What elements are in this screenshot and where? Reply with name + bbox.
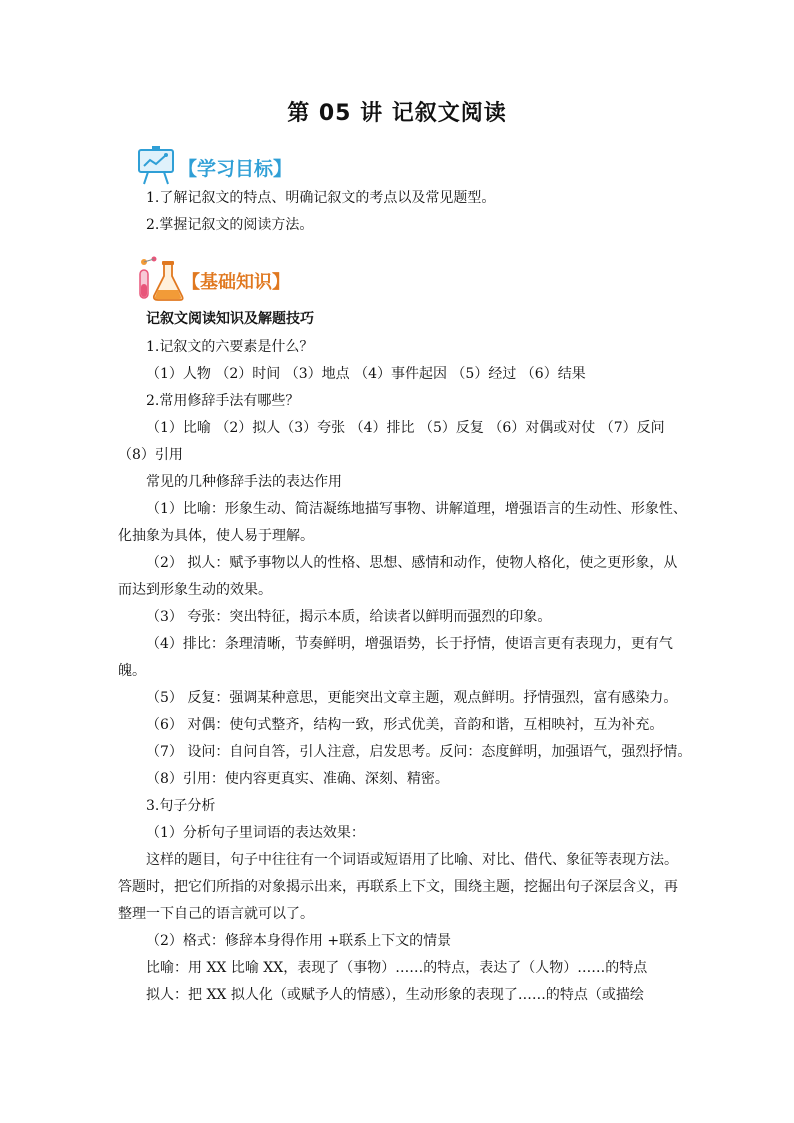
text-line: （6） 对偶：使句式整齐，结构一致，形式优美，音韵和谐，互相映衬，互为补充。 <box>146 717 664 733</box>
chemistry-flask-icon <box>136 256 184 302</box>
text-line: （4）排比：条理清晰，节奏鲜明，增强语势，长于抒情，使语言更有表现力，更有气 <box>146 636 673 652</box>
text-line: 这样的题目，句子中往往有一个词语或短语用了比喻、对比、借代、象征等表现方法。 <box>146 852 678 868</box>
text-line: 比喻：用 XX 比喻 XX，表现了（事物）……的特点，表达了（人物）……的特点 <box>146 960 648 976</box>
text-line: 3.句子分析 <box>146 798 216 814</box>
section-label-goals: 【学习目标】 <box>178 158 293 180</box>
text-line: 而达到形象生动的效果。 <box>118 582 272 598</box>
subsection-heading: 记叙文阅读知识及解题技巧 <box>146 311 314 327</box>
text-line: 拟人：把 XX 拟人化（或赋予人的情感），生动形象的表现了……的特点（或描绘 <box>146 987 644 1003</box>
goal-line-1: 1.了解记叙文的特点、明确记叙文的考点以及常见题型。 <box>146 190 496 206</box>
text-line: （1）比喻：形象生动、简洁凝练地描写事物、讲解道理，增强语言的生动性、形象性、 <box>146 501 687 517</box>
text-line: 1.记叙文的六要素是什么？ <box>146 339 314 355</box>
text-line: （1）人物 （2）时间 （3）地点 （4）事件起因 （5）经过 （6）结果 <box>146 366 586 382</box>
text-line: 整理一下自己的语言就可以了。 <box>118 906 314 922</box>
text-line: （7） 设问：自问自答，引人注意，启发思考。反问：态度鲜明，加强语气，强烈抒情。 <box>146 744 692 760</box>
text-line: （3） 夸张：突出特征，揭示本质，给读者以鲜明而强烈的印象。 <box>146 609 552 625</box>
text-line: 答题时，把它们所指的对象揭示出来，再联系上下文，围绕主题，挖掘出句子深层含义，再 <box>118 879 678 895</box>
text-line: 化抽象为具体，使人易于理解。 <box>118 528 314 544</box>
section-learning-goals <box>136 146 336 194</box>
text-line: 2.常用修辞手法有哪些？ <box>146 393 300 409</box>
text-line: （8）引用 <box>118 447 183 463</box>
section-label-basics: 【基础知识】 <box>182 272 290 293</box>
text-line: （2）格式：修辞本身得作用 +联系上下文的情景 <box>146 933 452 949</box>
section-basic-knowledge <box>136 256 336 304</box>
text-line: 常见的几种修辞手法的表达作用 <box>146 474 342 490</box>
text-line: （5） 反复：强调某种意思，更能突出文章主题，观点鲜明。抒情强烈，富有感染力。 <box>146 690 678 706</box>
text-line: （8）引用：使内容更真实、准确、深刻、精密。 <box>146 771 449 787</box>
text-line: （1）比喻 （2）拟人（3）夸张 （4）排比 （5）反复 （6）对偶或对仗 （7）反问 <box>146 420 665 436</box>
presentation-board-icon <box>136 146 176 188</box>
text-line: 魄。 <box>118 663 146 679</box>
text-line: （2） 拟人：赋予事物以人的性格、思想、感情和动作，使物人格化，使之更形象，从 <box>146 555 678 571</box>
document-title: 第 05 讲 记叙文阅读 <box>287 101 507 126</box>
goal-line-2: 2.掌握记叙文的阅读方法。 <box>146 217 314 233</box>
text-line: （1）分析句子里词语的表达效果： <box>146 825 365 841</box>
